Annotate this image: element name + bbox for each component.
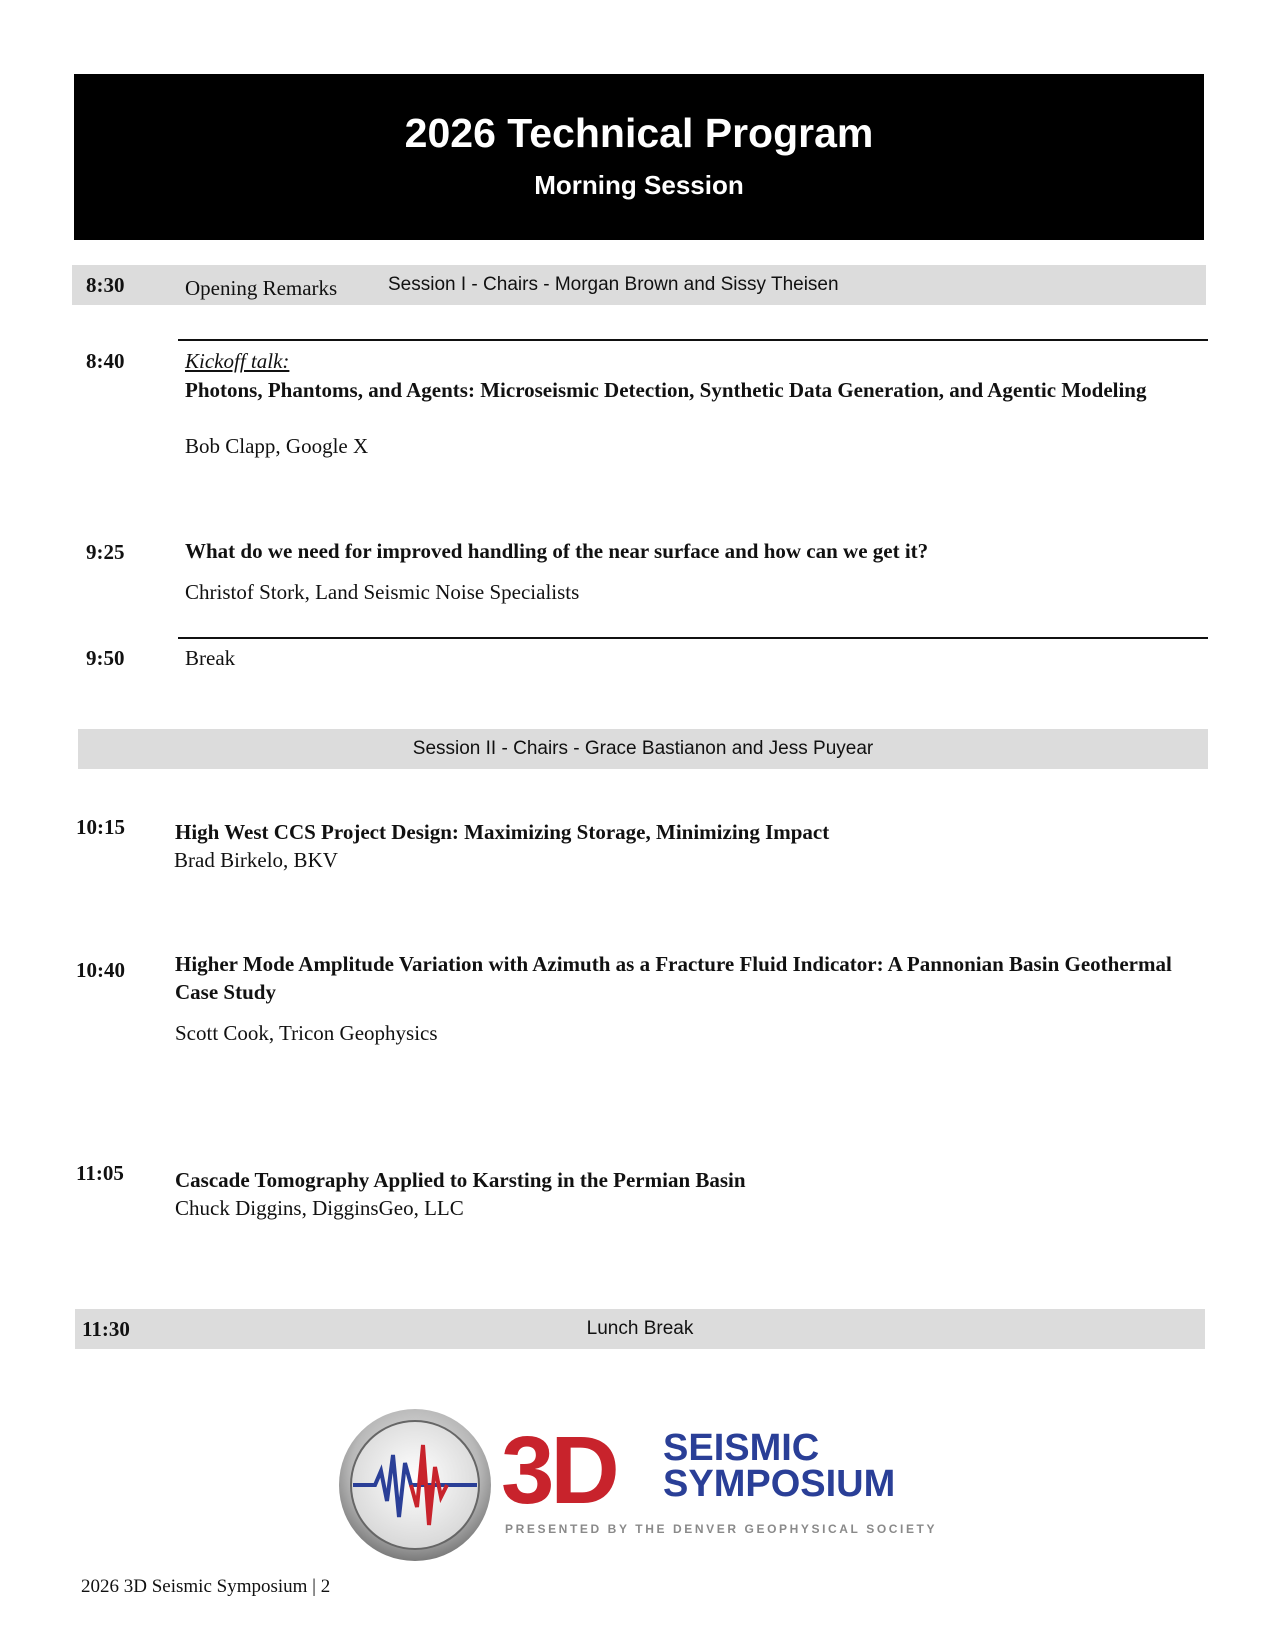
talk-title: Higher Mode Amplitude Variation with Azimuth as a Fracture Fluid Indicator: A Pannonian Basin Geothermal Case Study [175, 952, 1172, 1004]
session-1-chairs: Session I - Chairs - Morgan Brown and Sissy Theisen [388, 274, 839, 295]
page-footer: 2026 3D Seismic Symposium | 2 [81, 1576, 331, 1597]
talk-speaker: Bob Clapp, Google X [185, 434, 369, 458]
session-2-chairs: Session II - Chairs - Grace Bastianon and Jess Puyear [412, 738, 874, 759]
logo-symposium: SYMPOSIUM [663, 1463, 896, 1505]
lunch-label: Lunch Break [586, 1318, 694, 1339]
opening-remarks: Opening Remarks [185, 276, 338, 300]
talk-title: High West CCS Project Design: Maximizing Storage, Minimizing Impact [175, 820, 830, 844]
time-label: 10:15 [76, 815, 125, 839]
seismic-wave-icon [335, 1405, 495, 1565]
divider [178, 339, 1208, 341]
talk-title: What do we need for improved handling of the near surface and how can we get it? [185, 539, 929, 563]
talk-speaker: Brad Birkelo, BKV [174, 848, 338, 872]
time-label: 9:50 [86, 646, 125, 670]
symposium-logo [335, 1405, 945, 1565]
lunch-bar [75, 1309, 1205, 1349]
logo-seismic: SEISMIC [663, 1427, 820, 1469]
break-label: Break [185, 646, 236, 670]
time-label: 11:30 [82, 1317, 130, 1341]
page-title: 2026 Technical Program [404, 110, 874, 156]
talk-speaker: Chuck Diggins, DigginsGeo, LLC [175, 1196, 464, 1220]
session-1-bar [72, 265, 1206, 305]
logo-3d: 3D [501, 1417, 616, 1524]
talk-speaker: Scott Cook, Tricon Geophysics [175, 1021, 438, 1045]
time-label: 11:05 [76, 1161, 124, 1185]
time-label: 9:25 [86, 540, 125, 564]
talk-speaker: Christof Stork, Land Seismic Noise Specialists [185, 580, 580, 604]
divider [178, 637, 1208, 639]
time-label: 8:40 [86, 349, 125, 373]
time-label: 8:30 [86, 273, 125, 297]
talk-title: Photons, Phantoms, and Agents: Microseismic Detection, Synthetic Data Generation, and Agentic Modeling [185, 378, 1147, 402]
program-header [74, 74, 1204, 240]
talk-title: Cascade Tomography Applied to Karsting in the Permian Basin [175, 1168, 746, 1192]
time-label: 10:40 [76, 958, 125, 982]
page-subtitle: Morning Session [534, 170, 744, 200]
kickoff-label: Kickoff talk: [185, 349, 290, 373]
logo-tagline: PRESENTED BY THE DENVER GEOPHYSICAL SOCIETY [505, 1522, 938, 1536]
session-2-bar [78, 729, 1208, 769]
